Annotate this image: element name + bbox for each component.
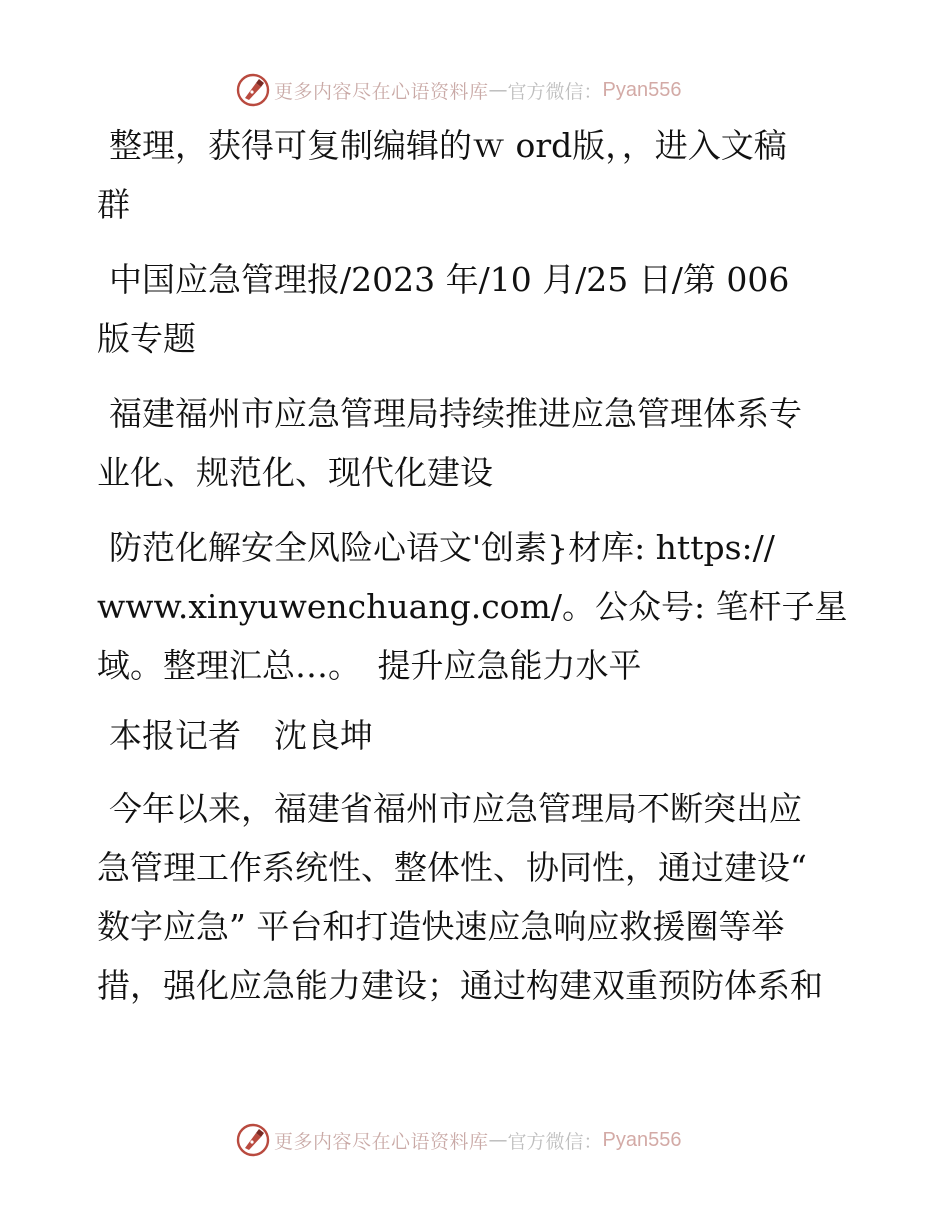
paragraph-line: 福建福州市应急管理局持续推进应急管理体系专 (109, 394, 802, 433)
pen-nib-logo-icon (236, 1123, 270, 1157)
paragraph-line: 急管理工作系统性、整体性、协同性，通过建设“ (97, 848, 807, 887)
banner-wechat-id: Pyan556 (602, 78, 682, 101)
banner-separator: — (488, 79, 508, 101)
banner-separator: — (488, 1129, 508, 1151)
paragraph-line: 防范化解安全风险心语文'创素}材库: https:// (109, 528, 775, 567)
paragraph-line: 今年以来，福建省福州市应急管理局不断突出应 (109, 789, 802, 828)
paragraph-line: 域。整理汇总…。 提升应急能力水平 (97, 646, 642, 685)
banner-wechat-label: 官方微信： (507, 80, 603, 103)
banner-wechat-label: 官方微信： (507, 1130, 603, 1153)
paragraph-line: 本报记者 沈良坤 (109, 716, 373, 755)
paragraph-5-byline (97, 706, 857, 765)
paragraph-line: 中国应急管理报/2023 年/10 月/25 日/第 006 (109, 260, 790, 299)
banner-wechat-id: Pyan556 (602, 1128, 682, 1151)
header-banner (236, 72, 682, 108)
paragraph-1 (97, 116, 857, 234)
paragraph-line: 整理，获得可复制编辑的ｗ ord版，，进入文稿 (109, 126, 787, 165)
paragraph-line: 措，强化应急能力建设；通过构建双重预防体系和 (97, 966, 823, 1005)
paragraph-line: 版专题 (97, 319, 196, 358)
banner-text: 更多内容尽在心语资料库 (274, 1130, 489, 1153)
paragraph-line: 业化、规范化、现代化建设 (97, 453, 493, 492)
paragraph-4 (97, 518, 857, 695)
paragraph-2-source (97, 250, 857, 368)
banner-text: 更多内容尽在心语资料库 (274, 80, 489, 103)
paragraph-line: 数字应急” 平台和打造快速应急响应救援圈等举 (97, 907, 785, 946)
paragraph-3-headline (97, 384, 857, 502)
paragraph-6-body (97, 779, 857, 1015)
paragraph-line: 群 (97, 185, 130, 224)
footer-banner (236, 1122, 682, 1158)
paragraph-line: www.xinyuwenchuang.com/。公众号: 笔杆子星 (97, 587, 848, 626)
pen-nib-logo-icon (236, 73, 270, 107)
